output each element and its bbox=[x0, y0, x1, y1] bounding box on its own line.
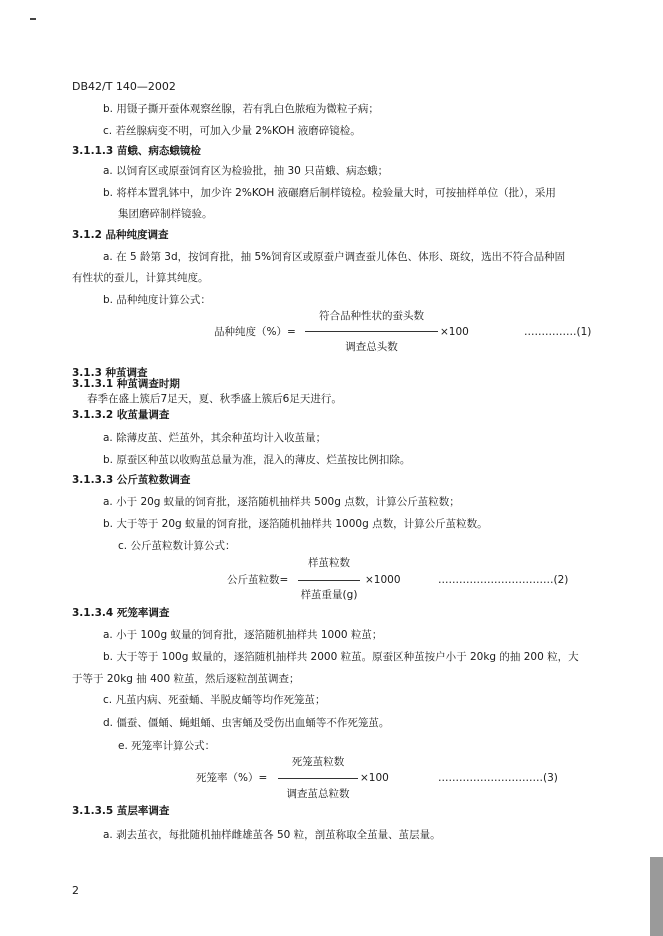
section-heading: 3.1.2 品种纯度调查 bbox=[72, 229, 169, 241]
document-id: DB42/T 140—2002 bbox=[72, 80, 176, 93]
scan-edge-bar bbox=[650, 857, 663, 936]
paragraph-line: 有性状的蚕儿，计算其纯度。 bbox=[72, 272, 209, 284]
formula-denominator: 样茧重量(g) bbox=[300, 589, 358, 601]
formula-lhs: 公斤茧粒数= bbox=[227, 574, 289, 586]
formula-factor: ×100 bbox=[440, 326, 469, 338]
paragraph-line: b. 品种纯度计算公式： bbox=[103, 294, 211, 306]
section-heading: 3.1.3 种茧调查 bbox=[72, 367, 148, 379]
paragraph-line: b. 原蚕区种茧以收购茧总量为准，混入的薄皮、烂茧按比例扣除。 bbox=[103, 454, 411, 466]
paragraph-line: c. 凡茧内病、死蚕蛹、半脱皮蛹等均作死笼茧； bbox=[103, 694, 326, 706]
paragraph-line: b. 将样本置乳钵中，加少许 2%KOH 液碾磨后制样镜检。检验量大时，可按抽样单位（批），采用 bbox=[103, 187, 556, 199]
section-heading: 3.1.3.3 公斤茧粒数调查 bbox=[72, 474, 191, 486]
paragraph-line: a. 在 5 龄第 3d，按饲育批，抽 5%饲育区或原蚕户调查蚕儿体色、体形、斑纹，选出不符合品种固 bbox=[103, 251, 566, 263]
paragraph-line: 春季在盛上簇后7足天，夏、秋季盛上簇后6足天进行。 bbox=[87, 393, 342, 405]
paragraph-line: 于等于 20kg 抽 400 粒茧，然后逐粒剖茧调查； bbox=[72, 673, 300, 685]
formula-number: ……………………………(2) bbox=[438, 574, 569, 586]
paragraph-line: a. 以饲育区或原蚕饲育区为检验批，抽 30 只苗蛾、病态蛾； bbox=[103, 165, 389, 177]
paragraph-line: b. 大于等于 20g 蚁量的饲育批，逐箔随机抽样共 1000g 点数，计算公斤茧粒数。 bbox=[103, 518, 488, 530]
fraction-bar bbox=[298, 580, 360, 581]
paragraph-line: b. 大于等于 100g 蚁量的，逐箔随机抽样共 2000 粒茧。原蚕区种茧按户小于 20kg 的抽 200 粒，大 bbox=[103, 651, 579, 663]
formula-lhs: 品种纯度（%）= bbox=[214, 326, 296, 338]
formula-number: …………………………(3) bbox=[438, 772, 558, 784]
paragraph-line: c. 若丝腺病变不明，可加入少量 2%KOH 液磨碎镜检。 bbox=[103, 125, 361, 137]
paragraph-line: d. 僵蚕、僵蛹、蝇蛆蛹、虫害蛹及受伤出血蛹等不作死笼茧。 bbox=[103, 717, 390, 729]
paragraph-line: e. 死笼率计算公式： bbox=[118, 740, 216, 752]
formula-factor: ×100 bbox=[360, 772, 389, 784]
formula-numerator: 符合品种性状的蚕头数 bbox=[319, 310, 424, 322]
formula-factor: ×1000 bbox=[365, 574, 401, 586]
paragraph-line: a. 小于 100g 蚁量的饲育批，逐箔随机抽样共 1000 粒茧； bbox=[103, 629, 383, 641]
formula-numerator: 死笼茧粒数 bbox=[291, 756, 345, 768]
section-heading: 3.1.3.2 收茧量调查 bbox=[72, 409, 170, 421]
fraction-bar bbox=[305, 331, 438, 332]
formula-number: ……………(1) bbox=[524, 326, 592, 338]
formula-denominator: 调查茧总粒数 bbox=[286, 788, 350, 800]
section-heading: 3.1.1.3 苗蛾、病态蛾镜检 bbox=[72, 145, 201, 157]
section-heading: 3.1.3.4 死笼率调查 bbox=[72, 607, 170, 619]
fraction-bar bbox=[278, 778, 358, 779]
formula-numerator: 样茧粒数 bbox=[308, 557, 350, 569]
paragraph-line: c. 公斤茧粒数计算公式： bbox=[118, 540, 236, 552]
page-number: 2 bbox=[72, 884, 79, 897]
paragraph-line: a. 除薄皮茧、烂茧外，其余种茧均计入收茧量； bbox=[103, 432, 327, 444]
paragraph-line: 集团磨碎制样镜验。 bbox=[118, 208, 213, 220]
paragraph-line: a. 小于 20g 蚁量的饲育批，逐箔随机抽样共 500g 点数，计算公斤茧粒数； bbox=[103, 496, 460, 508]
section-heading: 3.1.3.1 种茧调查时期 bbox=[72, 378, 180, 390]
formula-lhs: 死笼率（%）= bbox=[196, 772, 268, 784]
paragraph-line: a. 剥去茧衣，每批随机抽样雌雄茧各 50 粒，剖茧称取全茧量、茧层量。 bbox=[103, 829, 441, 841]
scan-mark bbox=[30, 18, 36, 20]
formula-denominator: 调查总头数 bbox=[345, 341, 398, 353]
section-heading: 3.1.3.5 茧层率调查 bbox=[72, 805, 170, 817]
paragraph-line: b. 用镊子撕开蚕体观察丝腺，若有乳白色脓疱为微粒子病； bbox=[103, 103, 379, 115]
